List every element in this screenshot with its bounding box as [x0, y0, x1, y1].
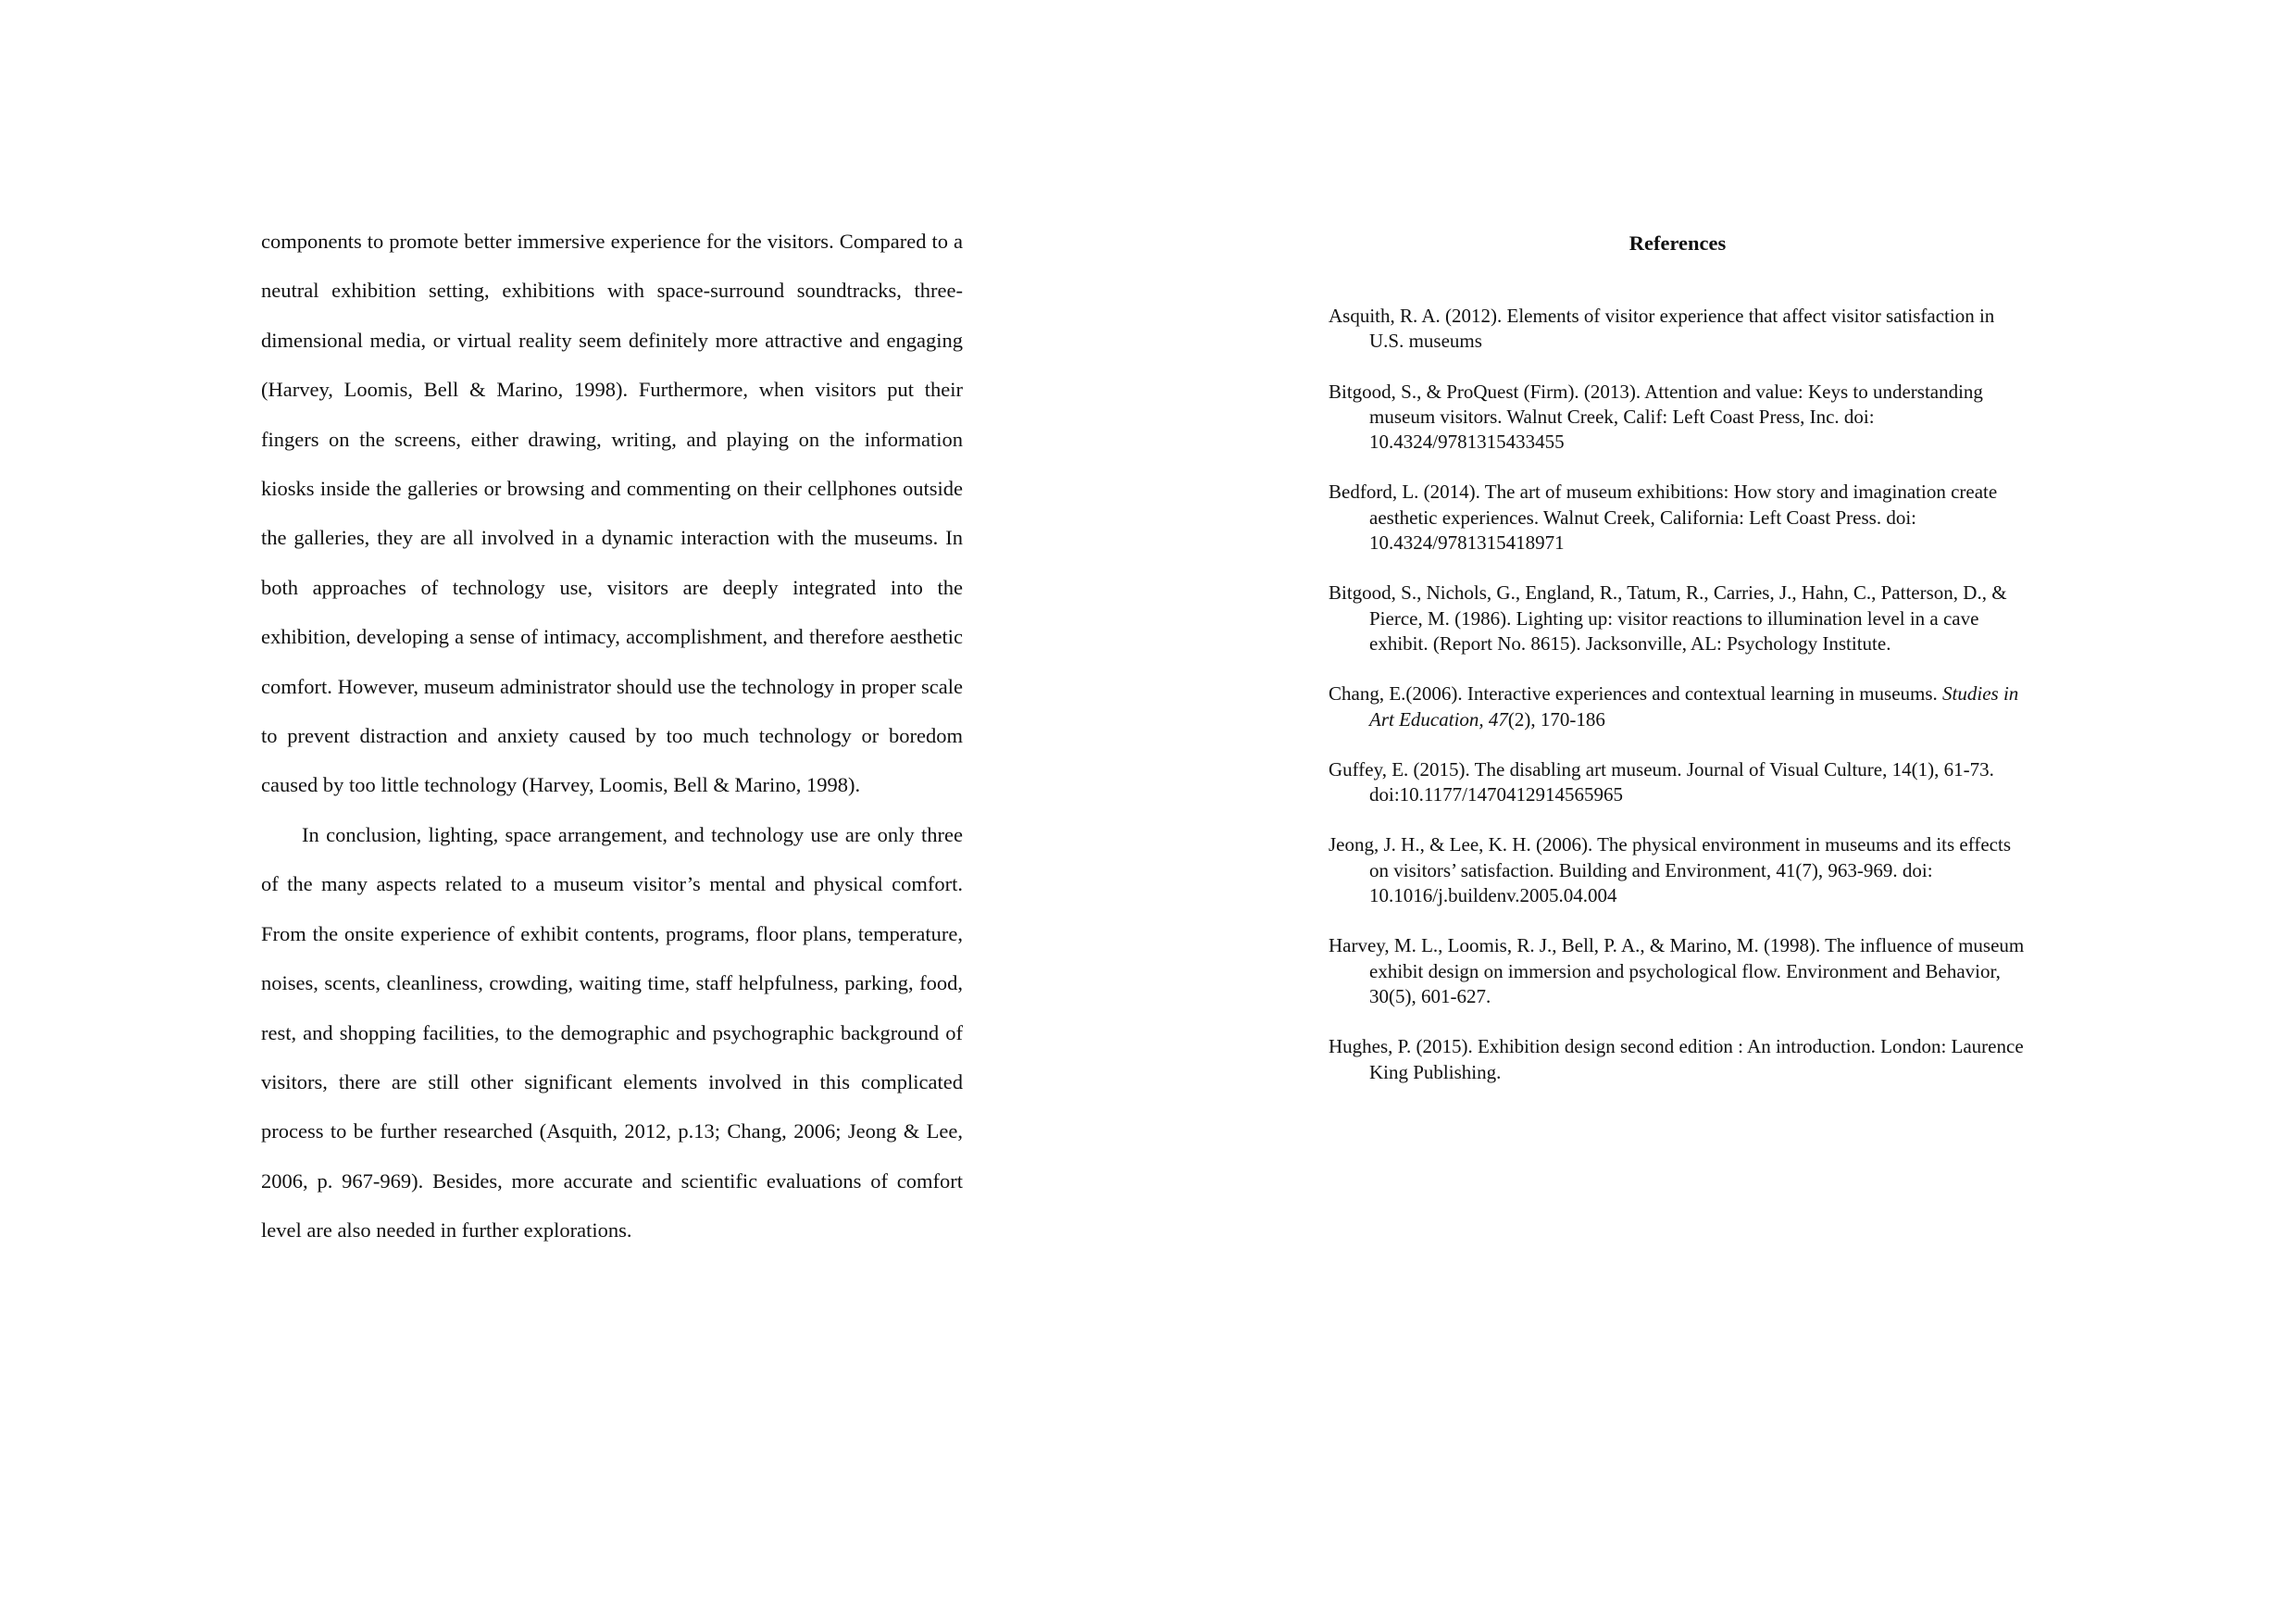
reference-item-bedford-2014: Bedford, L. (2014). The art of museum exhibitions: How story and imagination create aesthetic experiences. Walnut Creek, California: Left Coast Press. doi: 10.4324/9781315418971 — [1329, 481, 1998, 555]
references-list — [1329, 304, 2027, 1110]
references-heading: References — [1628, 231, 1727, 255]
journal-title: Studies in Art Education, 47 — [1369, 682, 2019, 731]
reference-item-harvey-1998: Harvey, M. L., Loomis, R. J., Bell, P. A., & Marino, M. (1998). The influence of museum exhibit design on immersion and psychological flow. Environment and Behavior, 30(5), 601-627. — [1329, 934, 2025, 1007]
reference-item-bitgood-2013: Bitgood, S., & ProQuest (Firm). (2013). Attention and value: Keys to understanding museum visitors. Walnut Creek, Calif: Left Coast Press, Inc. doi: 10.4324/9781315433455 — [1329, 380, 1983, 454]
reference-item-hughes-2015: Hughes, P. (2015). Exhibition design second edition : An introduction. London: Laurence King Publishing. — [1329, 1035, 2024, 1083]
reference-item-jeong-2006: Jeong, J. H., & Lee, K. H. (2006). The physical environment in museums and its effects on visitors’ satisfaction. Building and Environment, 41(7), 963-969. doi: 10.1016/j.buildenv.2005.04.004 — [1329, 833, 2011, 907]
reference-item-bitgood-1986: Bitgood, S., Nichols, G., England, R., Tatum, R., Carries, J., Hahn, C., Patterson, D., & Pierce, M. (1986). Lighting up: visitor reactions to illumination level in a cave exhibit. (Report No. 8615). Jacksonville, AL: Psychology Institute. — [1329, 581, 2007, 655]
reference-text: Chang, E.(2006). Interactive experiences and contextual learning in museums. — [1329, 682, 1943, 706]
reference-item-asquith-2012: Asquith, R. A. (2012). Elements of visitor experience that affect visitor satisfaction in U.S. museums — [1329, 305, 1995, 353]
body-paragraph-1: components to promote better immersive experience for the visitors. Compared to a neutral exhibition setting, exhibitions with space-surround soundtracks, three-dimensional media, or virtual reality seem definitely more attractive and engaging (Harvey, Loomis, Bell & Marino, 1998). Furthermore, when visitors put their fingers on the screens, either drawing, writing, and playing on the information kiosks inside the galleries or browsing and commenting on their cellphones outside the galleries, they are all involved in a dynamic interaction with the museums. In both approaches of technology use, visitors are deeply integrated into the exhibition, developing a sense of intimacy, accomplishment, and therefore aesthetic comfort. However, museum administrator should use the technology in proper scale to prevent distraction and anxiety caused by too much technology or boredom caused by too little technology (Harvey, Loomis, Bell & Marino, 1998). — [261, 230, 963, 797]
reference-text: (2), 170-186 — [1507, 707, 1605, 731]
body-paragraph-2: In conclusion, lighting, space arrangement, and technology use are only three of the many aspects related to a museum visitor’s mental and physical comfort. From the onsite experience of exhibit contents, programs, floor plans, temperature, noises, scents, cleanliness, crowding, waiting time, staff helpfulness, parking, food, rest, and shopping facilities, to the demographic and psychographic background of visitors, there are still other significant elements involved in this complicated process to be further researched (Asquith, 2012, p.13; Chang, 2006; Jeong & Lee, 2006, p. 967-969). Besides, more accurate and scientific evaluations of comfort level are also needed in further explorations. — [261, 822, 963, 1243]
reference-item-guffey-2015: Guffey, E. (2015). The disabling art museum. Journal of Visual Culture, 14(1), 61-73. doi:10.1177/1470412914565965 — [1329, 757, 1994, 806]
reference-item-chang-2006 — [1329, 681, 2027, 732]
body-text — [261, 217, 963, 1255]
